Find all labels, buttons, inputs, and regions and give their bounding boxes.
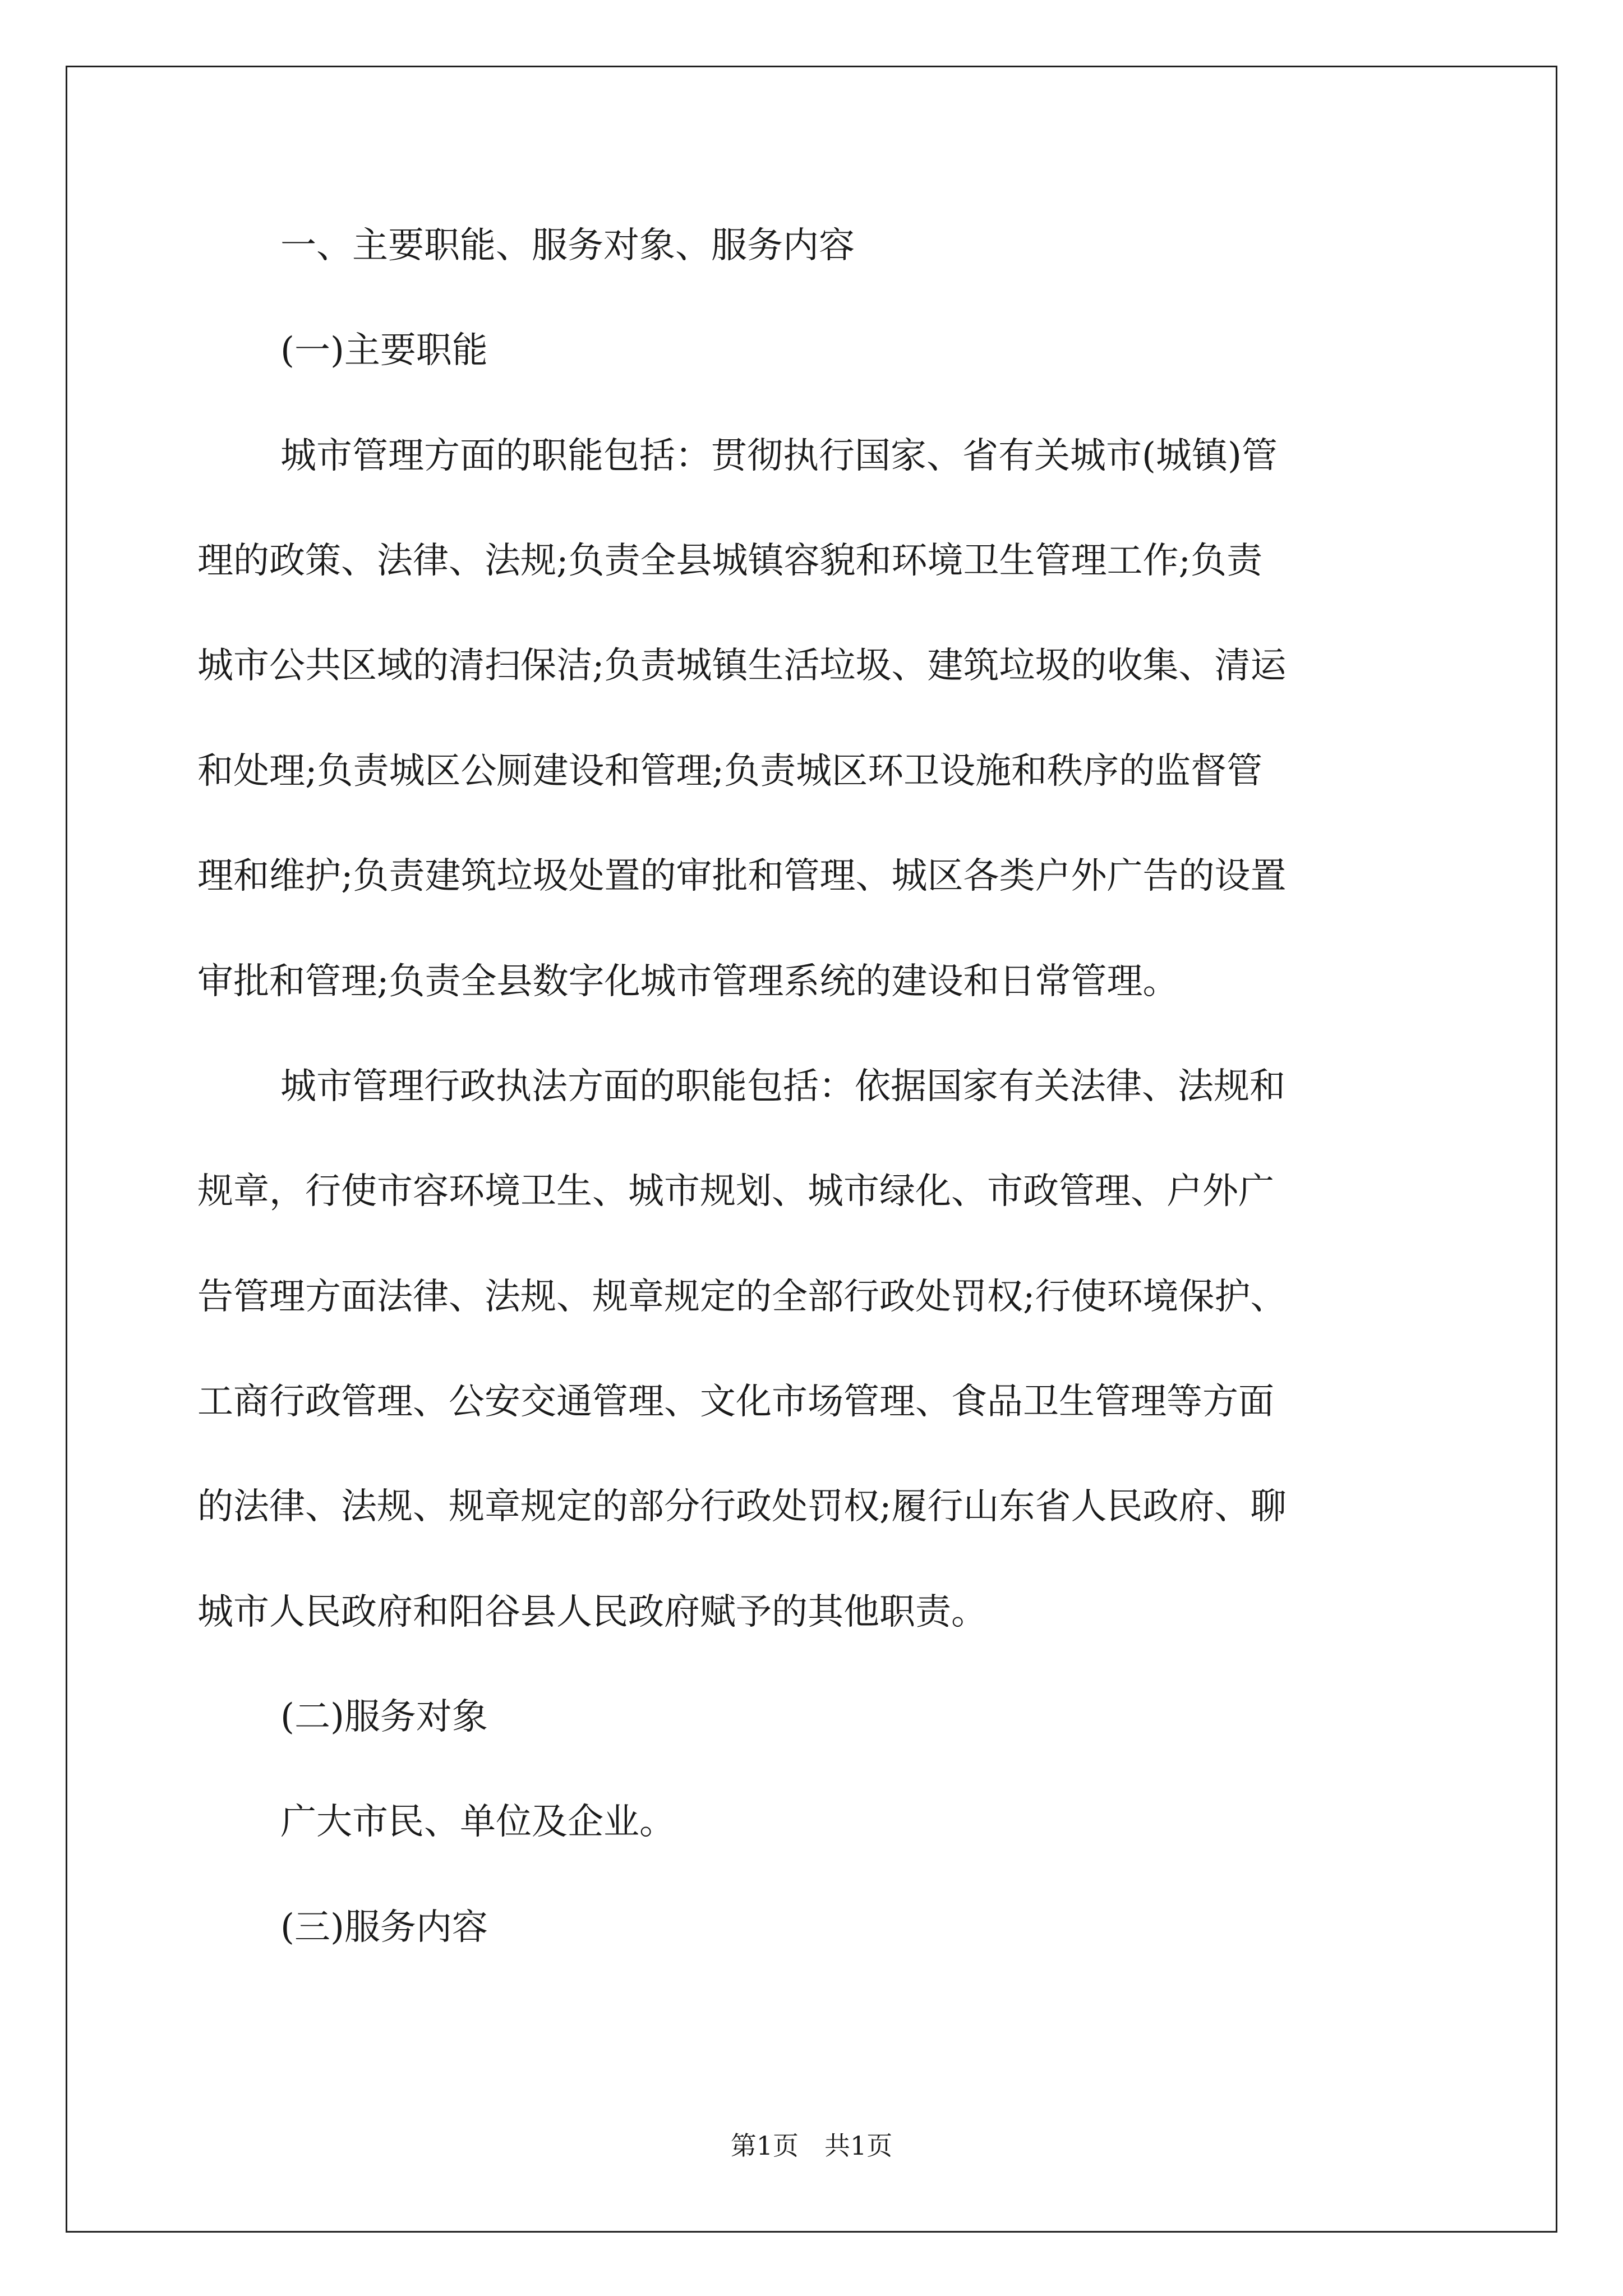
paragraph-line: 的法律、法规、规章规定的部分行政处罚权;履行山东省人民政府、聊: [197, 1486, 1287, 1527]
paragraph-line: 告管理方面法律、法规、规章规定的全部行政处罚权;行使环境保护、: [197, 1276, 1287, 1318]
paragraph-line: 理和维护;负责建筑垃圾处置的审批和管理、城区各类户外广告的设置: [197, 855, 1287, 897]
subsection-heading-service-targets: (二)服务对象: [280, 1696, 488, 1738]
section-heading-1: 一、主要职能、服务对象、服务内容: [280, 225, 855, 266]
paragraph-line: 城市管理行政执法方面的职能包括：依据国家有关法律、法规和: [280, 1066, 1285, 1107]
paragraph-line: 城市管理方面的职能包括：贯彻执行国家、省有关城市(城镇)管: [280, 435, 1278, 477]
page-number-footer: 第1页 共1页: [730, 2131, 893, 2161]
paragraph-line: 规章，行使市容环境卫生、城市规划、城市绿化、市政管理、户外广: [197, 1171, 1274, 1212]
subsection-heading-functions: (一)主要职能: [280, 330, 488, 371]
paragraph-line: 和处理;负责城区公厕建设和管理;负责城区环卫设施和秩序的监督管: [197, 751, 1263, 792]
paragraph-line: 理的政策、法律、法规;负责全县城镇容貌和环境卫生管理工作;负责: [197, 540, 1263, 582]
paragraph-line: 工商行政管理、公安交通管理、文化市场管理、食品卫生管理等方面: [197, 1381, 1274, 1423]
paragraph-line: 城市人民政府和阳谷县人民政府赋予的其他职责。: [197, 1591, 987, 1633]
subsection-heading-service-content: (三)服务内容: [280, 1907, 488, 1948]
paragraph-line: 审批和管理;负责全县数字化城市管理系统的建设和日常管理。: [197, 961, 1179, 1002]
paragraph-line: 城市公共区域的清扫保洁;负责城镇生活垃圾、建筑垃圾的收集、清运: [197, 645, 1287, 687]
paragraph-line: 广大市民、单位及企业。: [280, 1801, 675, 1843]
